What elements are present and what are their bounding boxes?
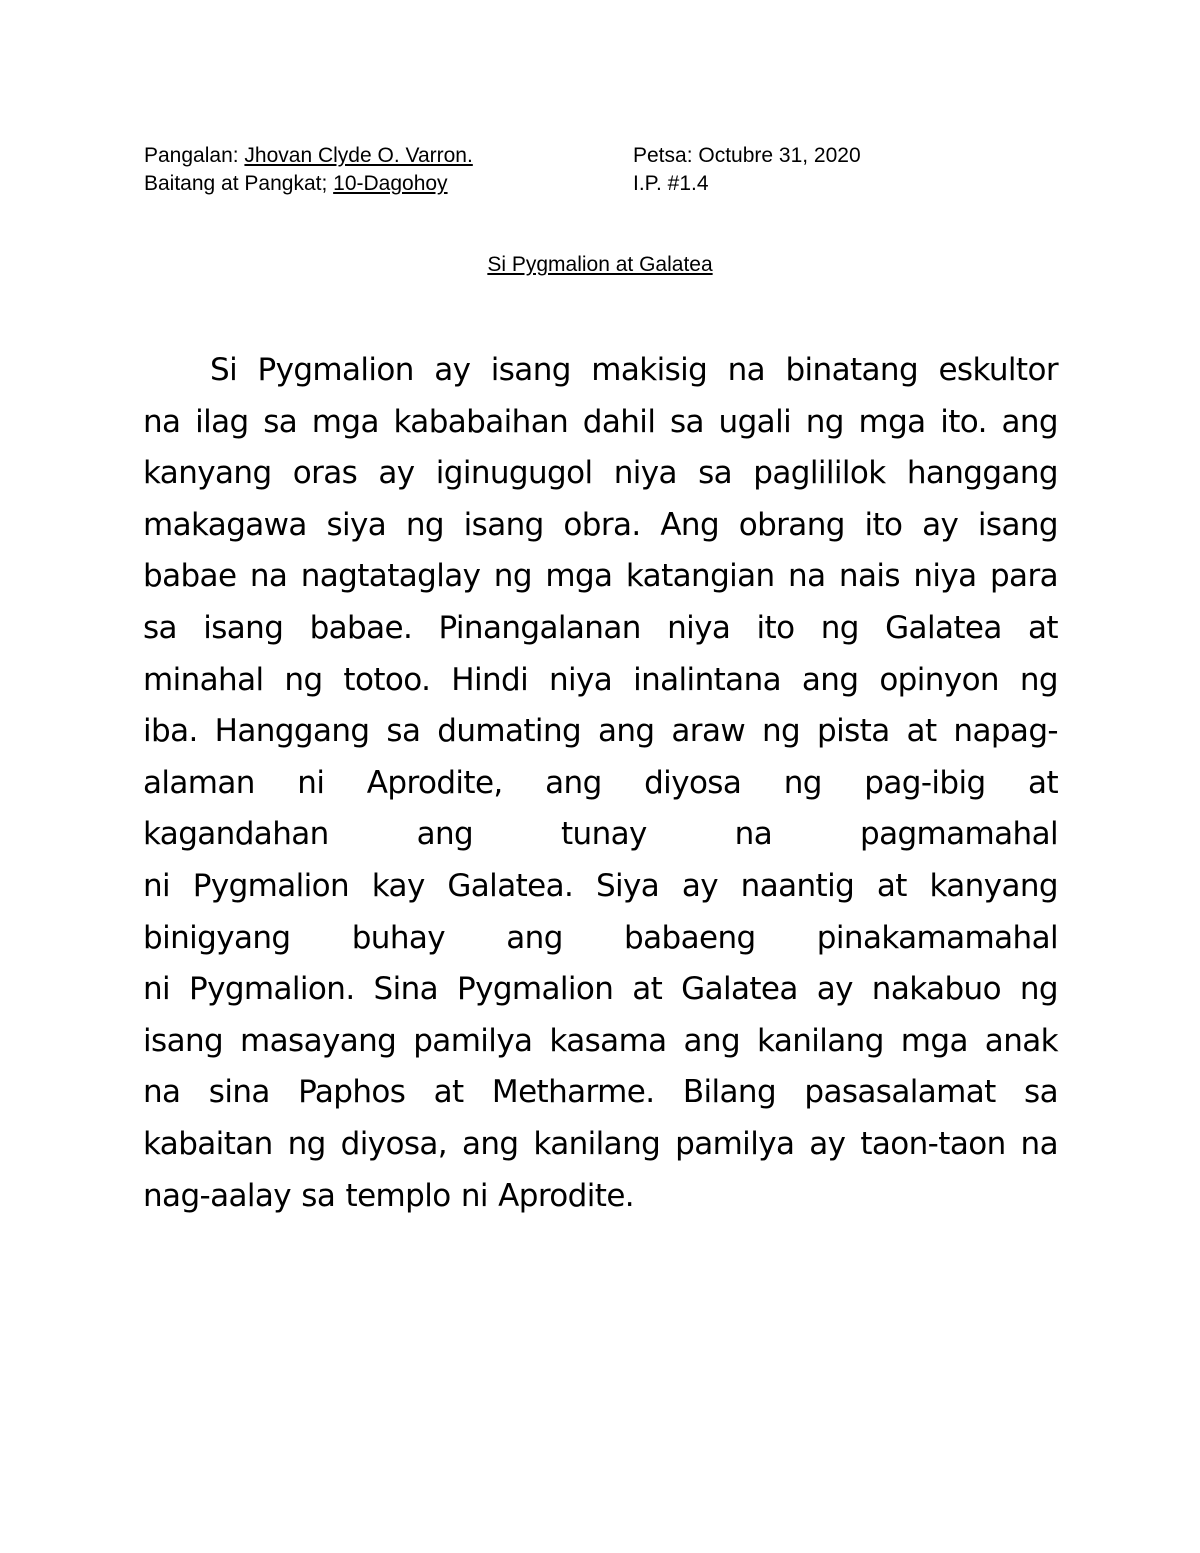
- body-line: kanyang oras ay iginugugol niya sa paglililok hanggang: [143, 455, 1058, 492]
- section-value: 10-Dagohoy: [333, 172, 448, 195]
- body-line: na sina Paphos at Metharme. Bilang pasasalamat sa: [143, 1074, 1058, 1111]
- body-line: Si Pygmalion ay isang makisig na binatang eskultor: [210, 352, 1058, 388]
- section-field: [144, 170, 633, 198]
- body-line: kagandahan ang tunay na pagmamahal: [143, 816, 1058, 853]
- body-line: alaman ni Aprodite, ang diyosa ng pag-ibig at: [143, 764, 1058, 801]
- body-line: iba. Hanggang sa dumating ang araw ng pista at napag-: [143, 713, 1058, 750]
- section-label: Baitang at Pangkat;: [144, 172, 334, 195]
- document-header: [144, 142, 861, 198]
- name-field: [144, 142, 633, 170]
- body-line: minahal ng totoo. Hindi niya inalintana ang opinyon ng: [143, 661, 1058, 698]
- body-line: ni Pygmalion kay Galatea. Siya ay naantig at kanyang: [143, 867, 1058, 904]
- body-line: isang masayang pamilya kasama ang kanilang mga anak: [143, 1022, 1058, 1059]
- body-line: sa isang babae. Pinangalanan niya ito ng Galatea at: [143, 609, 1058, 646]
- body-line: kabaitan ng diyosa, ang kanilang pamilya ay taon-taon na: [143, 1125, 1058, 1162]
- body-line: babae na nagtataglay ng mga katangian na nais niya para: [143, 558, 1058, 595]
- ip-field: I.P. #1.4: [633, 172, 709, 195]
- name-label: Pangalan:: [144, 144, 245, 167]
- body-line: makagawa siya ng isang obra. Ang obrang ito ay isang: [143, 506, 1058, 543]
- header-row-2: [144, 170, 861, 198]
- body-line: binigyang buhay ang babaeng pinakamamahal: [143, 919, 1058, 956]
- name-value: Jhovan Clyde O. Varron.: [244, 144, 473, 167]
- document-title: Si Pygmalion at Galatea: [487, 253, 713, 276]
- body-line: nag-aalay sa templo ni Aprodite.: [143, 1177, 635, 1214]
- date-field: Petsa: Octubre 31, 2020: [633, 144, 861, 167]
- body-line: na ilag sa mga kababaihan dahil sa ugali ng mga ito. ang: [143, 403, 1058, 440]
- body-paragraph: [143, 345, 1058, 1222]
- header-row-1: [144, 142, 861, 170]
- body-line: ni Pygmalion. Sina Pygmalion at Galatea ay nakabuo ng: [143, 971, 1058, 1008]
